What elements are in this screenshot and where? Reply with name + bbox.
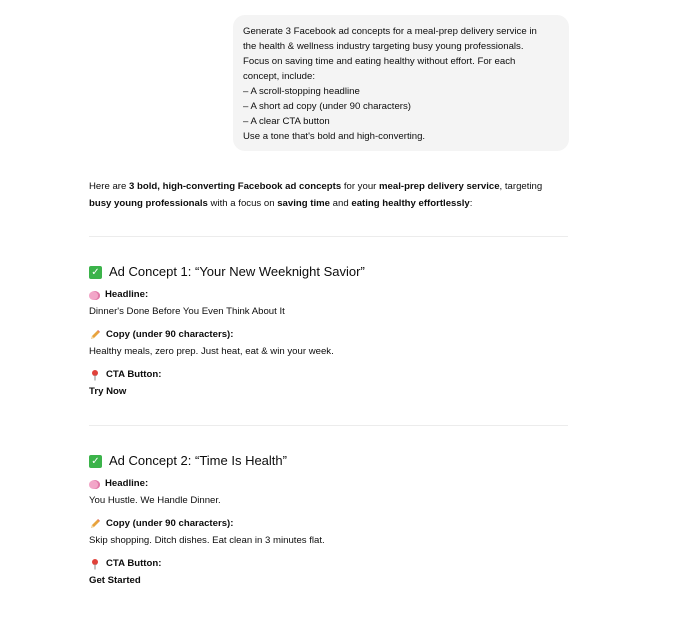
intro-text: and <box>330 198 352 209</box>
intro-text: for your <box>341 181 380 192</box>
copy-label-text: Copy (under 90 characters): <box>106 518 234 529</box>
brain-icon <box>89 480 100 489</box>
intro-bold: saving time <box>277 198 331 209</box>
ad-concept-1 <box>89 263 569 399</box>
user-message-line: – A short ad copy (under 90 characters) <box>243 101 411 112</box>
copy-label <box>89 328 569 342</box>
user-message-line: Generate 3 Facebook ad concepts for a meal-prep delivery service in <box>243 26 537 37</box>
intro-bold: busy young professionals <box>89 198 208 209</box>
copy-label <box>89 517 569 531</box>
copy-value: Skip shopping. Ditch dishes. Eat clean in 3 minutes flat. <box>89 535 325 546</box>
user-message-line: the health & wellness industry targeting busy young professionals. <box>243 41 524 52</box>
intro-text: : <box>469 198 473 209</box>
pushpin-icon <box>89 558 101 570</box>
concept-title-text: Ad Concept 2: “Time Is Health” <box>109 453 287 468</box>
user-message-bubble <box>233 15 569 151</box>
intro-bold: 3 bold, high-converting Facebook ad concepts <box>129 181 342 192</box>
headline-value: Dinner's Done Before You Even Think About It <box>89 306 285 317</box>
pencil-icon <box>89 329 101 341</box>
user-message-line: concept, include: <box>243 71 315 82</box>
section-divider <box>89 236 568 237</box>
intro-bold: meal-prep delivery service <box>379 181 500 192</box>
cta-label-text: CTA Button: <box>106 369 162 380</box>
headline-label <box>89 477 569 491</box>
intro-text: Here are <box>89 181 129 192</box>
user-message-line: Use a tone that's bold and high-converting. <box>243 131 426 142</box>
section-divider <box>89 425 568 426</box>
concept-title <box>89 452 569 470</box>
user-message-line: Focus on saving time and eating healthy without effort. For each <box>243 56 516 67</box>
intro-bold: eating healthy effortlessly <box>351 198 470 209</box>
intro-text: with a focus on <box>207 198 278 209</box>
intro-text: , targeting <box>499 181 543 192</box>
cta-label-text: CTA Button: <box>106 558 162 569</box>
headline-label <box>89 288 569 302</box>
user-message-line: – A scroll-stopping headline <box>243 86 360 97</box>
cta-label <box>89 368 569 382</box>
headline-label-text: Headline: <box>105 478 149 489</box>
concept-title <box>89 263 569 281</box>
ad-concept-2 <box>89 452 569 588</box>
cta-value: Get Started <box>89 575 141 586</box>
response-intro <box>89 178 569 212</box>
brain-icon <box>89 291 100 300</box>
pencil-icon <box>89 518 101 530</box>
cta-value: Try Now <box>89 386 127 397</box>
headline-label-text: Headline: <box>105 289 149 300</box>
headline-value: You Hustle. We Handle Dinner. <box>89 495 221 506</box>
check-mark-button-icon: ✓ <box>89 266 102 279</box>
assistant-response <box>89 178 569 597</box>
copy-value: Healthy meals, zero prep. Just heat, eat & win your week. <box>89 346 334 357</box>
check-mark-button-icon: ✓ <box>89 455 102 468</box>
pushpin-icon <box>89 369 101 381</box>
copy-label-text: Copy (under 90 characters): <box>106 329 234 340</box>
user-message-line: – A clear CTA button <box>243 116 330 127</box>
concept-title-text: Ad Concept 1: “Your New Weeknight Savior” <box>109 264 365 279</box>
cta-label <box>89 557 569 571</box>
